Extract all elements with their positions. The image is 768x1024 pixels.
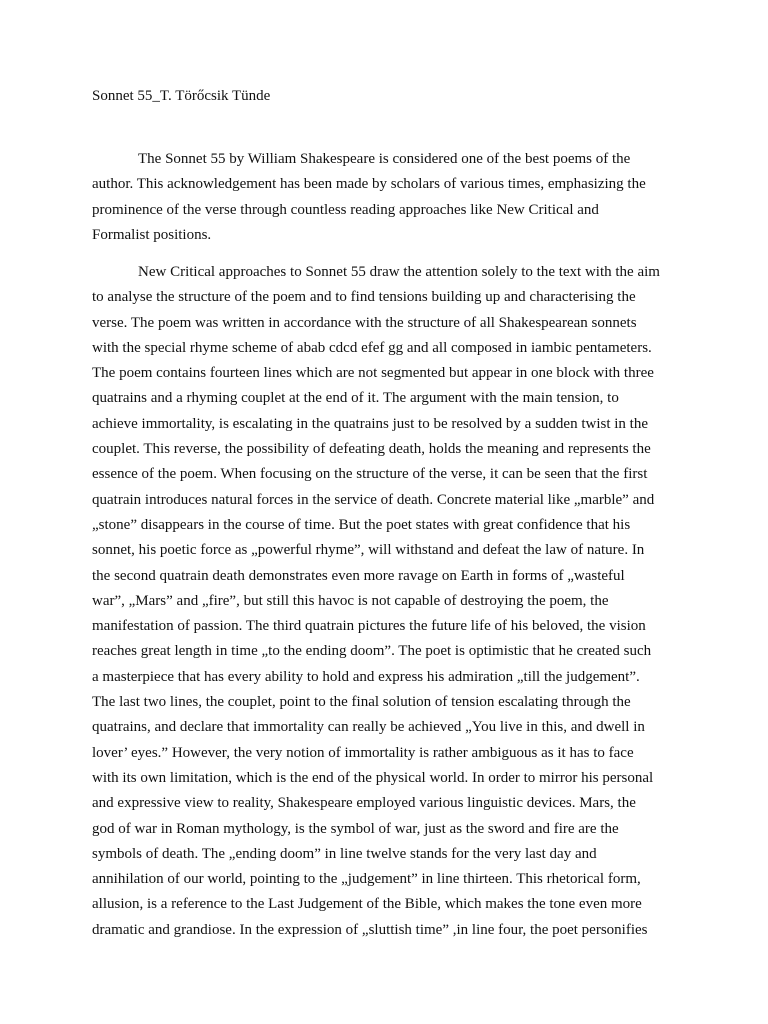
text-line: Formalist positions. <box>92 226 212 243</box>
text-line: quatrains, and declare that immortality can really be achieved „You live in this, and dwell in <box>92 719 645 736</box>
text-line: with the special rhyme scheme of abab cdcd efef gg and all composed in iambic pentameters. <box>92 339 652 356</box>
paragraph-1 <box>92 147 692 248</box>
text-line: allusion, is a reference to the Last Judgement of the Bible, which makes the tone even more <box>92 896 642 913</box>
text-line: author. This acknowledgement has been made by scholars of various times, emphasizing the <box>92 176 646 193</box>
text-line: god of war in Roman mythology, is the symbol of war, just as the sword and fire are the <box>92 820 619 837</box>
text-line: sonnet, his poetic force as „powerful rhyme”, will withstand and defeat the law of nature. In <box>92 542 645 559</box>
text-line: quatrains and a rhyming couplet at the end of it. The argument with the main tension, to <box>92 390 619 407</box>
text-line: and expressive view to reality, Shakespeare employed various linguistic devices. Mars, the <box>92 795 636 812</box>
text-line: with its own limitation, which is the end of the physical world. In order to mirror his personal <box>92 769 654 786</box>
text-line: New Critical approaches to Sonnet 55 draw the attention solely to the text with the aim <box>138 264 660 280</box>
text-line: „stone” disappears in the course of time. But the poet states with great confidence that his <box>92 516 631 533</box>
text-line: lover’ eyes.” However, the very notion of immortality is rather ambiguous as it has to face <box>92 744 634 761</box>
text-line: essence of the poem. When focusing on the structure of the verse, it can be seen that the first <box>92 466 648 483</box>
document-title: Sonnet 55_T. Törőcsik Tünde <box>92 88 271 104</box>
text-line: The poem contains fourteen lines which are not segmented but appear in one block with three <box>92 365 654 382</box>
paragraph-2 <box>92 260 692 943</box>
text-line: manifestation of passion. The third quatrain pictures the future life of his beloved, the vision <box>92 618 646 635</box>
text-line: the second quatrain death demonstrates even more ravage on Earth in forms of „wasteful <box>92 567 625 584</box>
text-line: symbols of death. The „ending doom” in line twelve stands for the very last day and <box>92 845 597 862</box>
text-line: war”, „Mars” and „fire”, but still this havoc is not capable of destroying the poem, the <box>92 592 609 609</box>
text-line: achieve immortality, is escalating in the quatrains just to be resolved by a sudden twist in the <box>92 415 648 432</box>
text-line: quatrain introduces natural forces in the service of death. Concrete material like „marble” and <box>92 491 655 508</box>
text-line: verse. The poem was written in accordance with the structure of all Shakespearean sonnets <box>92 314 637 331</box>
text-line: reaches great length in time „to the ending doom”. The poet is optimistic that he created such <box>92 643 652 660</box>
text-line: annihilation of our world, pointing to the „judgement” in line thirteen. This rhetorical form, <box>92 871 641 888</box>
text-line: to analyse the structure of the poem and to find tensions building up and characterising the <box>92 289 636 306</box>
text-line: prominence of the verse through countless reading approaches like New Critical and <box>92 201 599 218</box>
text-line: a masterpiece that has every ability to hold and express his admiration „till the judgement”. <box>92 668 640 685</box>
text-line: The last two lines, the couplet, point to the final solution of tension escalating through the <box>92 694 631 711</box>
text-line: couplet. This reverse, the possibility of defeating death, holds the meaning and represents the <box>92 441 651 458</box>
text-line: The Sonnet 55 by William Shakespeare is considered one of the best poems of the <box>138 151 631 167</box>
text-line: dramatic and grandiose. In the expression of „sluttish time” ,in line four, the poet personifies <box>92 921 648 938</box>
